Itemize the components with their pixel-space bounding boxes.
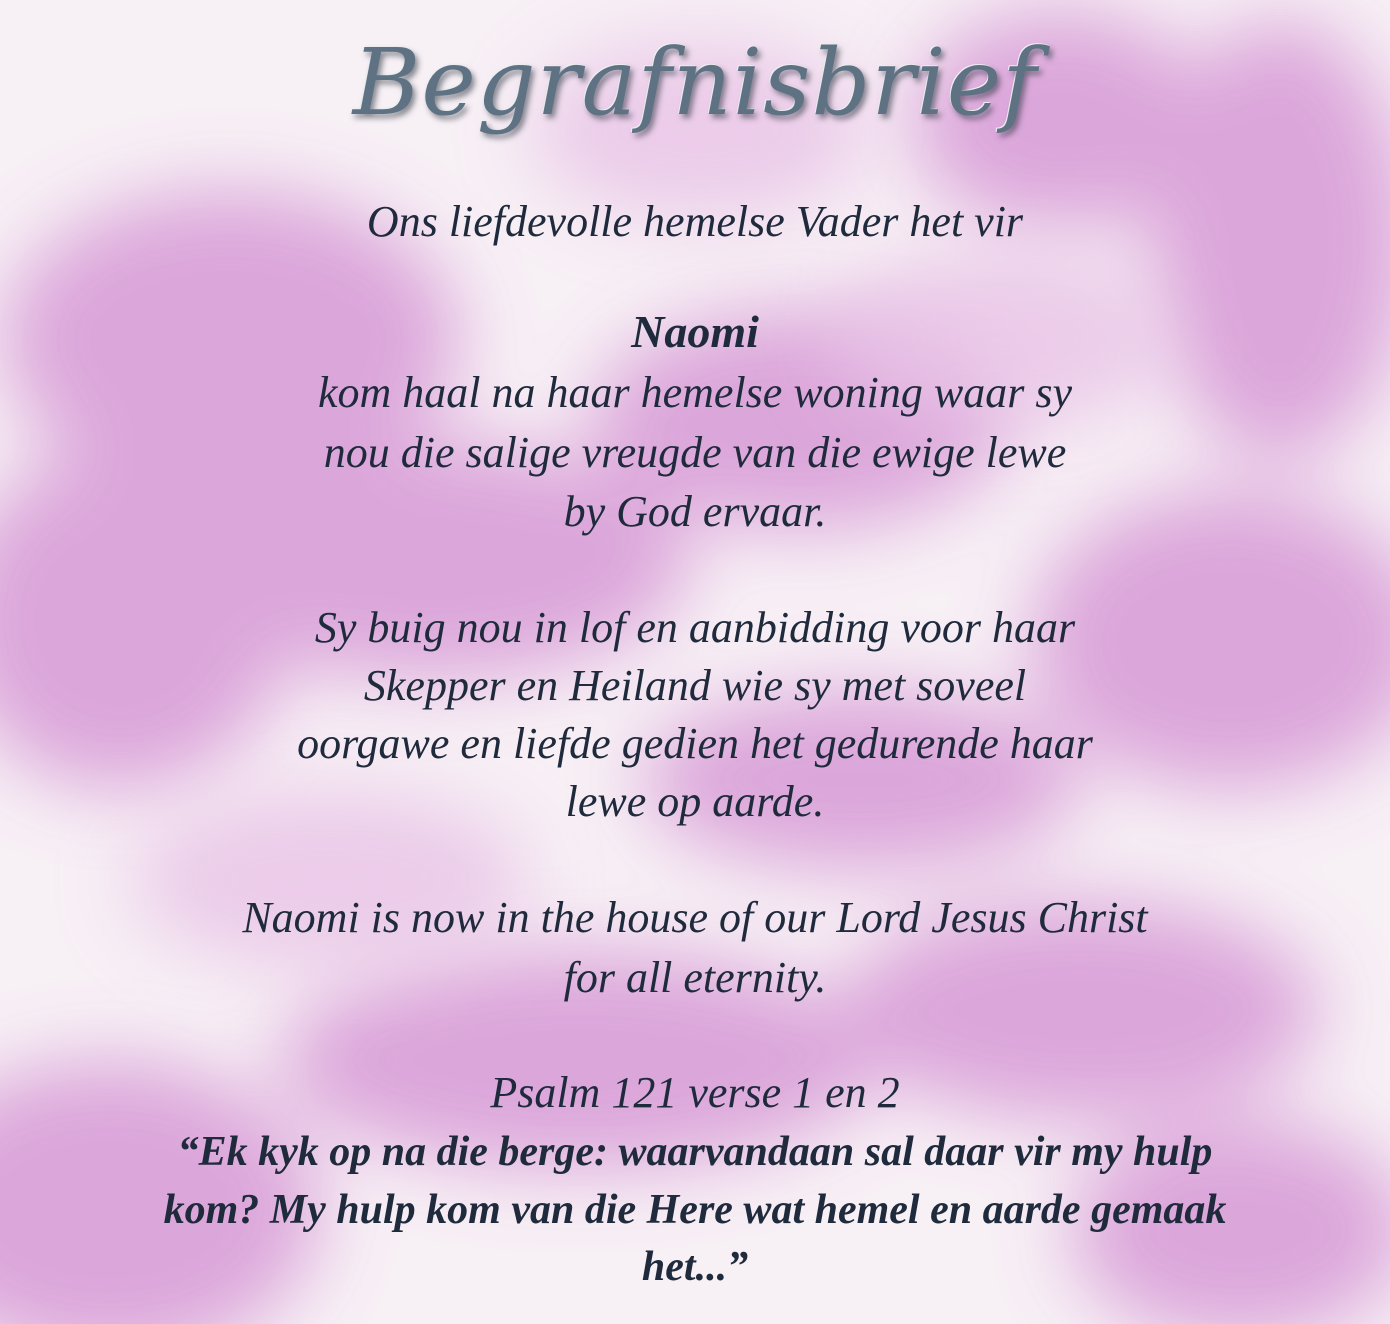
english-line: Naomi is now in the house of our Lord Jesus Christ xyxy=(242,893,1148,942)
paragraph2-line: Skepper en Heiland wie sy met soveel xyxy=(363,661,1027,710)
english-line: for all eternity. xyxy=(563,953,827,1002)
intro-line: Ons liefdevolle hemelse Vader het vir xyxy=(366,197,1024,246)
quote-line: het...” xyxy=(641,1244,749,1290)
quote-line: “Ek kyk op na die berge: waarvandaan sal daar vir my hulp xyxy=(177,1129,1213,1175)
psalm-reference: Psalm 121 verse 1 en 2 xyxy=(490,1068,900,1117)
quote-line: kom? My hulp kom van die Here wat hemel en aarde gemaak xyxy=(163,1187,1227,1233)
paragraph1-line: kom haal na haar hemelse woning waar sy xyxy=(317,368,1073,417)
paragraph1-line: nou die salige vreugde van die ewige lewe xyxy=(323,428,1067,477)
paragraph2-line: Sy buig nou in lof en aanbidding voor haar xyxy=(314,603,1076,652)
page-title: Begrafnisbrief xyxy=(352,29,1038,136)
paragraph2-line: oorgawe en liefde gedien het gedurende haar xyxy=(297,719,1093,768)
deceased-name: Naomi xyxy=(631,306,759,357)
paragraph2-line: lewe op aarde. xyxy=(565,777,825,826)
paragraph1-line: by God ervaar. xyxy=(563,487,827,536)
